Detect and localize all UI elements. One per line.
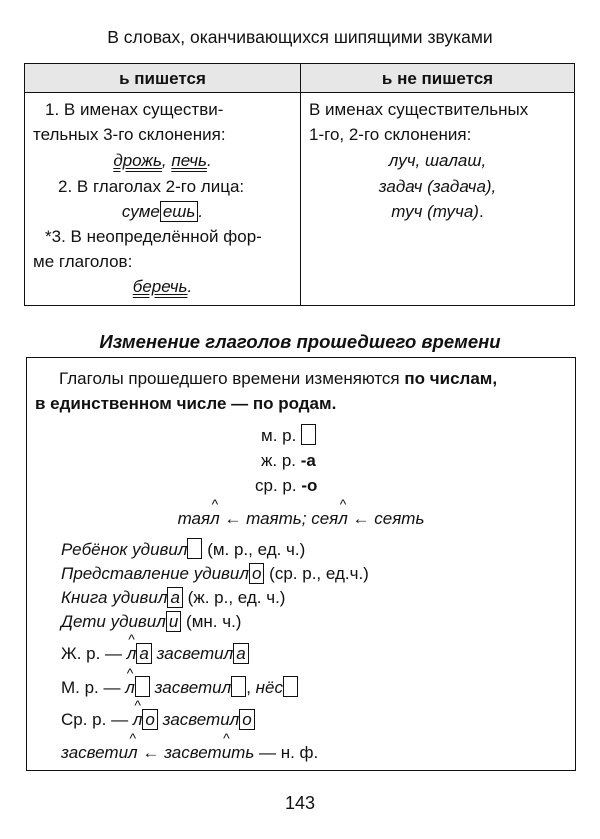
masculine-gender-row: М. р. — ^ л засветил , нёс	[61, 676, 298, 698]
col2-example3: туч (туча).	[391, 202, 484, 221]
col1-example2: суме ешь .	[121, 202, 204, 221]
header-soft-sign-not-written: ь не пишется	[381, 69, 494, 88]
col1-rule2: 2. В глаголах 2-го лица:	[58, 177, 245, 196]
neuter-gender-row: Ср. р. — ^ л о засветил о	[61, 709, 255, 730]
col2-line1: В именах существительных	[309, 100, 529, 119]
col1-rule1-line2: тельных 3-го склонения:	[33, 125, 226, 144]
page-number: 143	[284, 793, 316, 813]
masculine-row: м. р.	[261, 424, 316, 446]
past-tense-box	[26, 357, 576, 771]
feminine-gender-row: Ж. р. — ^ л а засветил а	[61, 643, 249, 664]
feminine-row: ж. р. -а	[261, 451, 316, 470]
col1-rule1-line1: 1. В именах существи-	[45, 100, 224, 119]
col2-line2: 1-го, 2-го склонения:	[309, 125, 472, 144]
infinitive-derivation-row: засвети^ л ← засвет^ ить — н. ф.	[61, 742, 318, 763]
example-row: Дети удивил и (мн. ч.)	[61, 612, 242, 631]
rules-table	[24, 63, 575, 306]
neuter-row: ср. р. -о	[255, 476, 318, 495]
header-soft-sign-written: ь пишется	[119, 69, 206, 88]
intro-line2: в единственном числе — по родам.	[35, 394, 337, 413]
example-row: Ребёнок удивил (м. р., ед. ч.)	[61, 540, 306, 559]
col2-example1: луч, шалаш,	[388, 151, 487, 170]
col1-example3: беречь.	[132, 277, 193, 296]
col2-example2: задач (задача),	[378, 177, 497, 196]
example-row: Книга удивил а (ж. р., ед. ч.)	[61, 588, 286, 607]
suffix-example-line: тая^ л ← таять; сея^ л ← сеять	[27, 508, 575, 529]
page-heading: В словах, оканчивающихся шипящими звуками	[107, 27, 493, 47]
section-title: Изменение глаголов прошедшего времени	[99, 331, 501, 352]
intro-line1: Глаголы прошедшего времени изменяются по числам,	[59, 369, 498, 388]
col1-rule3-line1: *3. В неопределённой фор-	[45, 227, 262, 246]
col1-example1: дрожь, печь.	[113, 151, 212, 170]
col1-rule3-line2: ме глаголов:	[33, 252, 133, 271]
example-row: Представление удивил о (ср. р., ед.ч.)	[61, 564, 369, 583]
empty-ending-box	[301, 424, 316, 445]
